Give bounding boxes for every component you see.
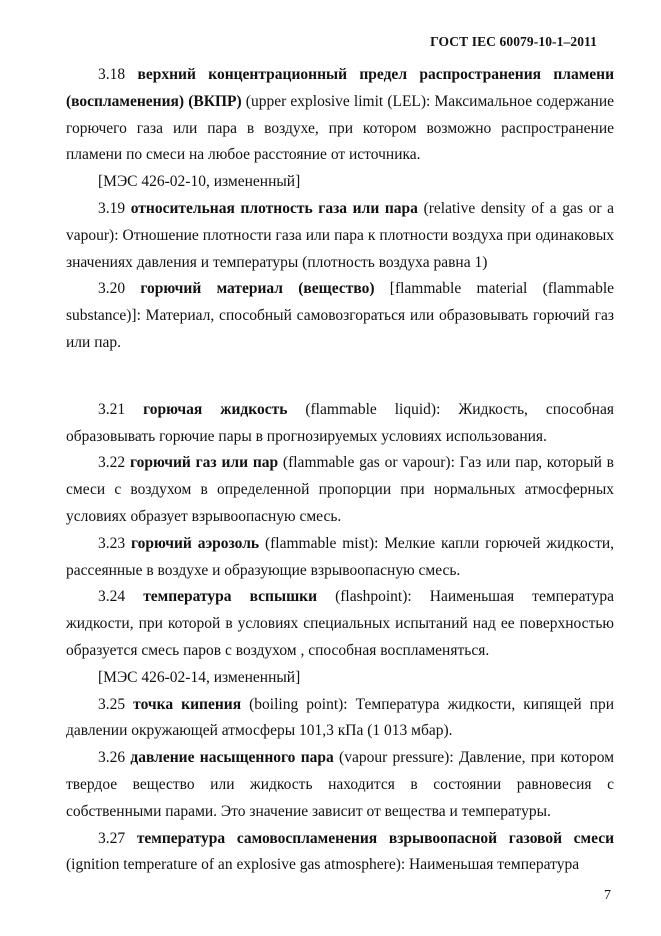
- term: относительная плотность газа или пара: [130, 199, 418, 217]
- page-number: 7: [604, 888, 611, 903]
- term-definition: 3.21 горючая жидкость (flammable liquid): Жидкость, способная образовывать горючие пары в прогнозируемых условиях использования.: [66, 400, 614, 445]
- term-definition: 3.24 температура вспышки (flashpoint): Наименьшая температура жидкости, при которой в условиях специальных испытаний над ее поверхностью образуется смесь паров с воздухом , способная воспламеняться.: [66, 588, 615, 659]
- term-definition: 3.20 горючий материал (вещество) [flammable material (flammable substance)]: Материал, способный самовозгораться или образовывать горючий газ или пар.: [66, 280, 615, 351]
- term-definition: 3.23 горючий аэрозоль (flammable mist): Мелкие капли горючей жидкости, рассеянные в воздухе и образующие взрывоопасную смесь.: [66, 534, 615, 579]
- document-body: [66, 62, 614, 879]
- standard-header: ГОСТ IEC 60079-10-1–2011: [430, 34, 597, 49]
- term-definition: 3.27 температура самовоспламенения взрывоопасной газовой смеси (ignition temperature of an explosive gas atmosphere): Наименьшая температура: [66, 829, 614, 874]
- term: температура самовоспламенения взрывоопасной газовой смеси: [136, 829, 614, 847]
- term: горючий материал (вещество): [140, 280, 375, 298]
- term-definition: 3.19 относительная плотность газа или пара (relative density of a gas or a vapour): Отношение плотности газа или пара к плотности воздуха при одинаковых значениях давления и температуры (плотность воздуха равна 1): [66, 199, 615, 271]
- term: точка кипения: [133, 695, 242, 713]
- term: температура вспышки: [143, 588, 318, 606]
- term: горючий газ или пар: [129, 454, 279, 472]
- term: давление насыщенного пара: [130, 749, 334, 767]
- term-definition: 3.25 точка кипения (boiling point): Температура жидкости, кипящей при давлении окружающей атмосферы 101,3 кПа (1 013 мбар).: [66, 695, 614, 740]
- term: горючая жидкость: [143, 400, 288, 418]
- reference-note: [МЭС 426-02-14, измененный]: [98, 668, 301, 686]
- term-definition: 3.18 верхний концентрационный предел распространения пламени (воспламенения) (ВКПР) (upper explosive limit (LEL): Максимальное содержание горючего газа или пара в воздухе, при котором возможно распространение пламени по смеси на любое расстояние от источника.: [66, 66, 615, 164]
- reference-note: [МЭС 426-02-10, измененный]: [98, 173, 301, 191]
- blank-space: [66, 357, 614, 397]
- term: горючий аэрозоль: [130, 534, 260, 552]
- term: верхний концентрационный предел распространения пламени (воспламенения) (ВКПР): [66, 66, 615, 110]
- term-definition: 3.26 давление насыщенного пара (vapour pressure): Давление, при котором твердое вещество или жидкость находится в состоянии равновесия с собственными парами. Это значение зависит от вещества и температуры.: [66, 749, 614, 820]
- term-definition: 3.22 горючий газ или пар (flammable gas or vapour): Газ или пар, который в смеси с воздухом в определенной пропорции при нормальных атмосферных условиях образует взрывоопасную смесь.: [66, 454, 615, 525]
